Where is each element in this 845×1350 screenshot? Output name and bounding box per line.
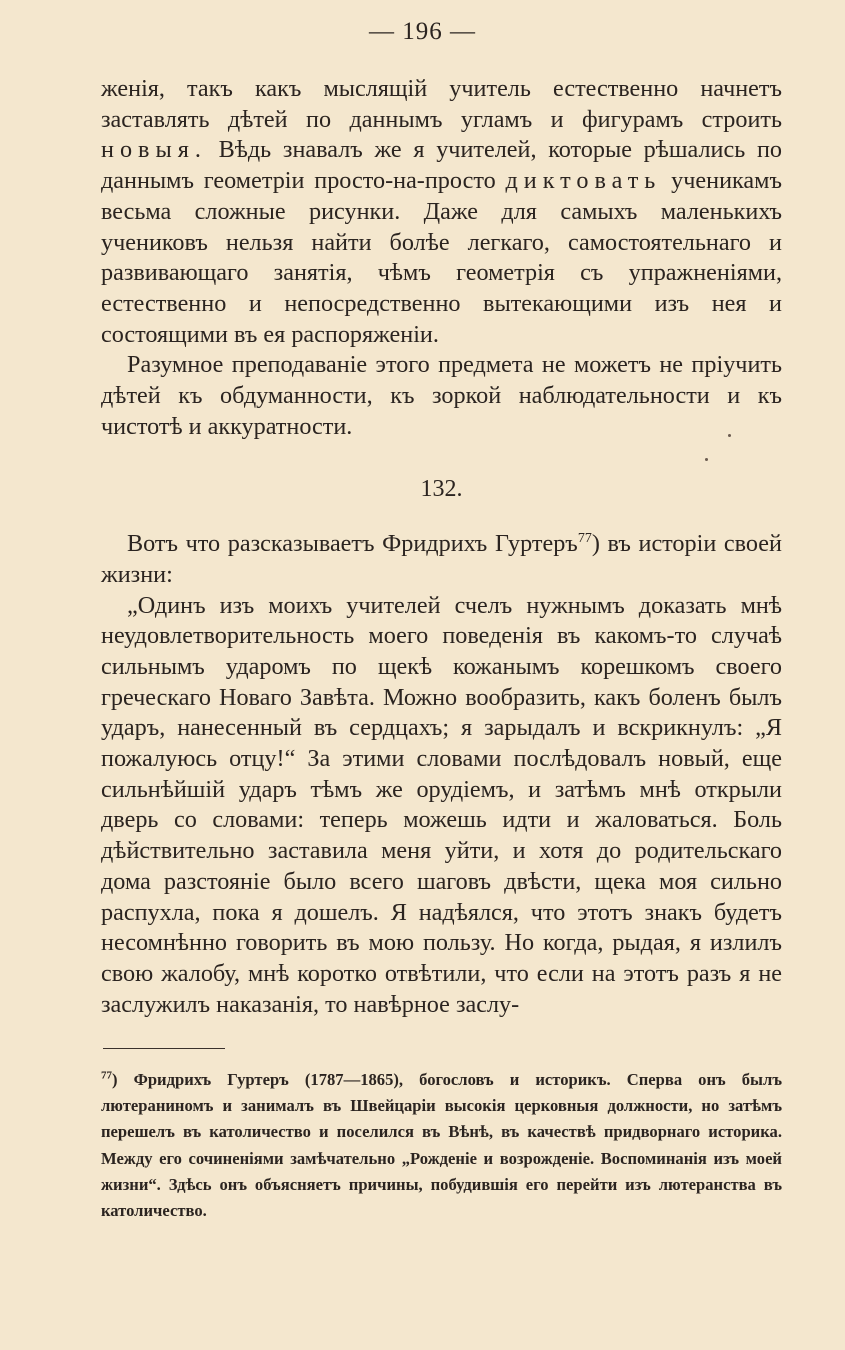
paper-speck [705, 458, 708, 461]
footnote-number: 77 [101, 1069, 112, 1082]
emphasis-diktovat: диктовать [505, 167, 662, 195]
emphasis-novye: новыя. [101, 136, 207, 164]
paragraph-geometry [101, 74, 782, 350]
section-number: 132. [420, 476, 463, 503]
paper-speck [728, 434, 731, 437]
footnote [101, 1067, 782, 1224]
page-number: — 196 — [369, 18, 476, 45]
paragraph-intro-hurter [101, 529, 782, 590]
footnote-reference: 77 [577, 531, 592, 547]
footnote-text: ) Фридрихъ Гуртеръ (1787—1865), богословъ и историкъ. Сперва онъ былъ лютераниномъ и занималъ въ Швейцаріи высокія церковныя должности, но затѣмъ перешелъ въ католичество и поселился въ Вѣнѣ, въ качествѣ придворнаго историка. Между его сочиненіями замѣчательно „Рожденіе и возрожденіе. Воспоминанія изъ моей жизни“. Здѣсь онъ объясняетъ причины, побудившія его перейти изъ лютеранства въ католичество. [101, 1070, 782, 1221]
paragraph-quote: „Одинъ изъ моихъ учителей счелъ нужнымъ доказать мнѣ неудовлетворительность моего поведенія въ какомъ-то случаѣ сильнымъ ударомъ по щекѣ кожанымъ корешкомъ своего греческаго Новаго Завѣта. Можно вообразить, какъ боленъ былъ ударъ, нанесенный въ сердцахъ; я зарыдалъ и вскрикнулъ: „Я пожалуюсь отцу!“ За этими словами послѣдовалъ новый, еще сильнѣйшій ударъ тѣмъ же орудіемъ, и затѣмъ мнѣ открыли дверь со словами: теперь можешь идти и жаловаться. Боль дѣйствительно заставила меня уйти, и хотя до родительскаго дома разстояніе было всего шаговъ двѣсти, щека моя сильно распухла, пока я дошелъ. Я надѣялся, что этотъ знакъ будетъ несомнѣнно говорить въ мою пользу. Но когда, рыдая, я излилъ свою жалобу, мнѣ коротко отвѣтили, что если на этотъ разъ я не заслужилъ наказанія, то навѣрное заслу- [101, 591, 782, 1018]
paragraph-geometry-part1: женія, такъ какъ мыслящій учитель естественно начнетъ заставлять дѣтей по даннымъ угламъ и фигурамъ строить [101, 75, 782, 133]
footnote-divider [103, 1048, 225, 1049]
intro-after: ) въ исторіи своей жизни: [101, 530, 782, 588]
paragraph-geometry-part2: Вѣдь знавалъ же я учителей, которые рѣшались по даннымъ геометріи просто-на-просто [101, 136, 782, 195]
intro-before: Вотъ что разсказываетъ Фридрихъ Гуртеръ [127, 530, 578, 558]
paragraph-geometry-part3: ученикамъ весьма сложные рисунки. Даже для самыхъ маленькихъ учениковъ нельзя найти болѣе легкаго, самостоятельнаго и развивающаго занятія, чѣмъ геометрія съ упражненіями, естественно и непосредственно вытекающими изъ нея и состоящими въ ея распоряженіи. [101, 167, 782, 348]
paragraph-teaching: Разумное преподаваніе этого предмета не можетъ не пріучить дѣтей къ обдуманности, къ зоркой наблюдательности и къ чистотѣ и аккуратности. [101, 351, 782, 440]
main-text [101, 74, 782, 1020]
